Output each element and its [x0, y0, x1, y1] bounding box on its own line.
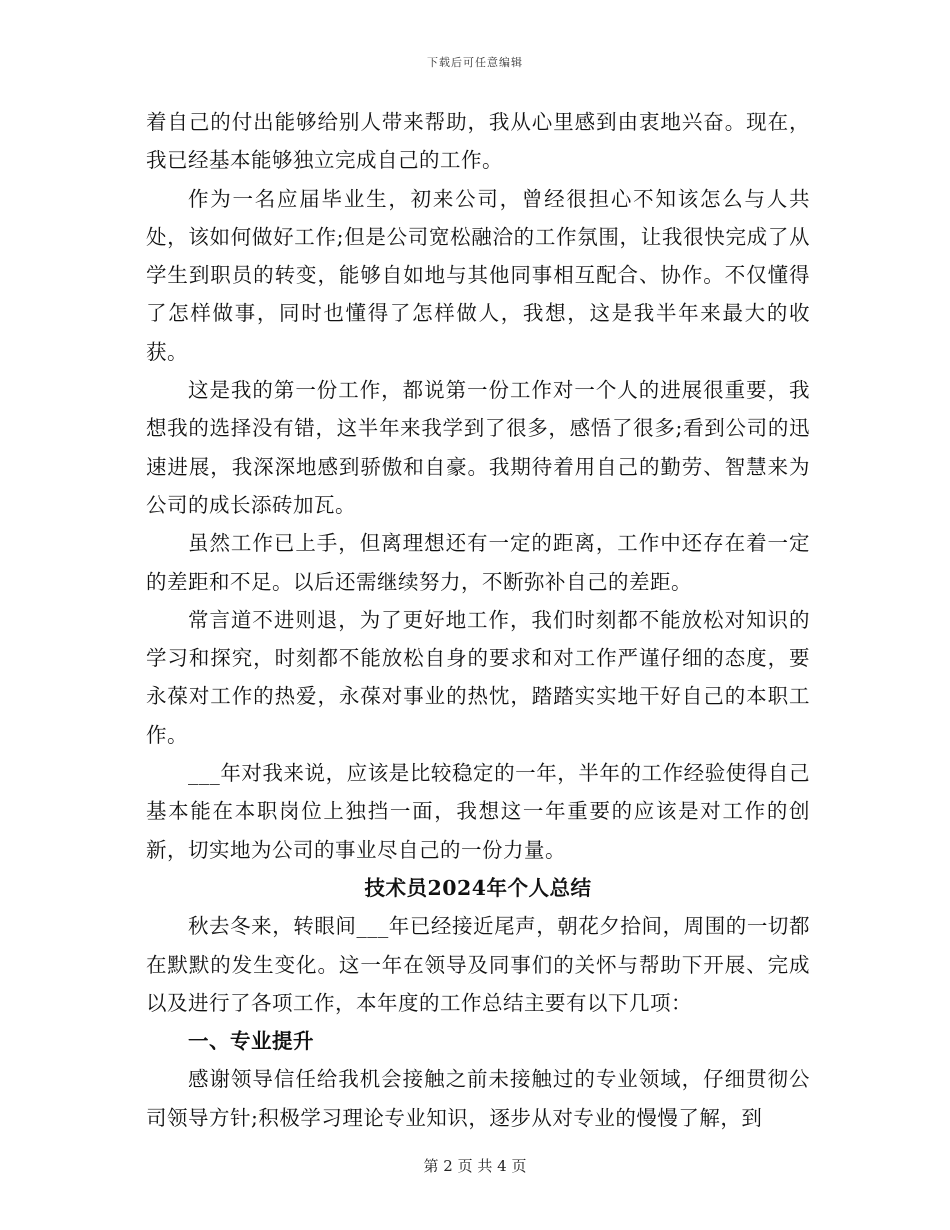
paragraph-first-job: 这是我的第一份工作，都说第一份工作对一个人的进展很重要，我想我的选择没有错，这半年来我学到了很多，感悟了很多;看到公司的迅速进展，我深深地感到骄傲和自豪。我期待着用自己的勤劳、智慧来为公司的成长添砖加瓦。	[146, 378, 810, 517]
paragraph-next-year: ___年对我来说，应该是比较稳定的一年，半年的工作经验使得自己基本能在本职岗位上独挡一面，我想这一年重要的应该是对工作的创新，切实地为公司的事业尽自己的一份力量。	[146, 761, 810, 862]
document-body	[146, 103, 810, 1137]
subheading-professional: 一、专业提升	[188, 1029, 314, 1054]
paragraph-continuation: 着自己的付出能够给别人带来帮助，我从心里感到由衷地兴奋。现在，我已经基本能够独立完成自己的工作。	[146, 110, 810, 173]
paragraph-graduate: 作为一名应届毕业生，初来公司，曾经很担心不知该怎么与人共处，该如何做好工作;但是公司宽松融洽的工作氛围，让我很快完成了从学生到职员的转变，能够自如地与其他同事相互配合、协作。不仅懂得了怎样做事，同时也懂得了怎样做人，我想，这是我半年来最大的收获。	[146, 186, 810, 364]
paragraph-gap: 虽然工作已上手，但离理想还有一定的距离，工作中还存在着一定的差距和不足。以后还需继续努力，不断弥补自己的差距。	[146, 531, 810, 594]
section-title: 技术员2024年个人总结	[364, 875, 592, 900]
page-header-note: 下载后可任意编辑	[427, 56, 523, 69]
paragraph-learning: 常言道不进则退，为了更好地工作，我们时刻都不能放松对知识的学习和探究，时刻都不能放松自身的要求和对工作严谨仔细的态度，要永葆对工作的热爱，永葆对事业的热忱，踏踏实实地干好自己的本职工作。	[146, 607, 810, 747]
page-number: 第 2 页 共 4 页	[423, 1157, 527, 1175]
paragraph-professional: 感谢领导信任给我机会接触之前未接触过的专业领域，仔细贯彻公司领导方针;积极学习理论专业知识，逐步从对专业的慢慢了解，到	[146, 1067, 810, 1130]
paragraph-intro: 秋去冬来，转眼间___年已经接近尾声，朝花夕拾间，周围的一切都在默默的发生变化。这一年在领导及同事们的关怀与帮助下开展、完成以及进行了各项工作，本年度的工作总结主要有以下几项：	[146, 914, 810, 1015]
